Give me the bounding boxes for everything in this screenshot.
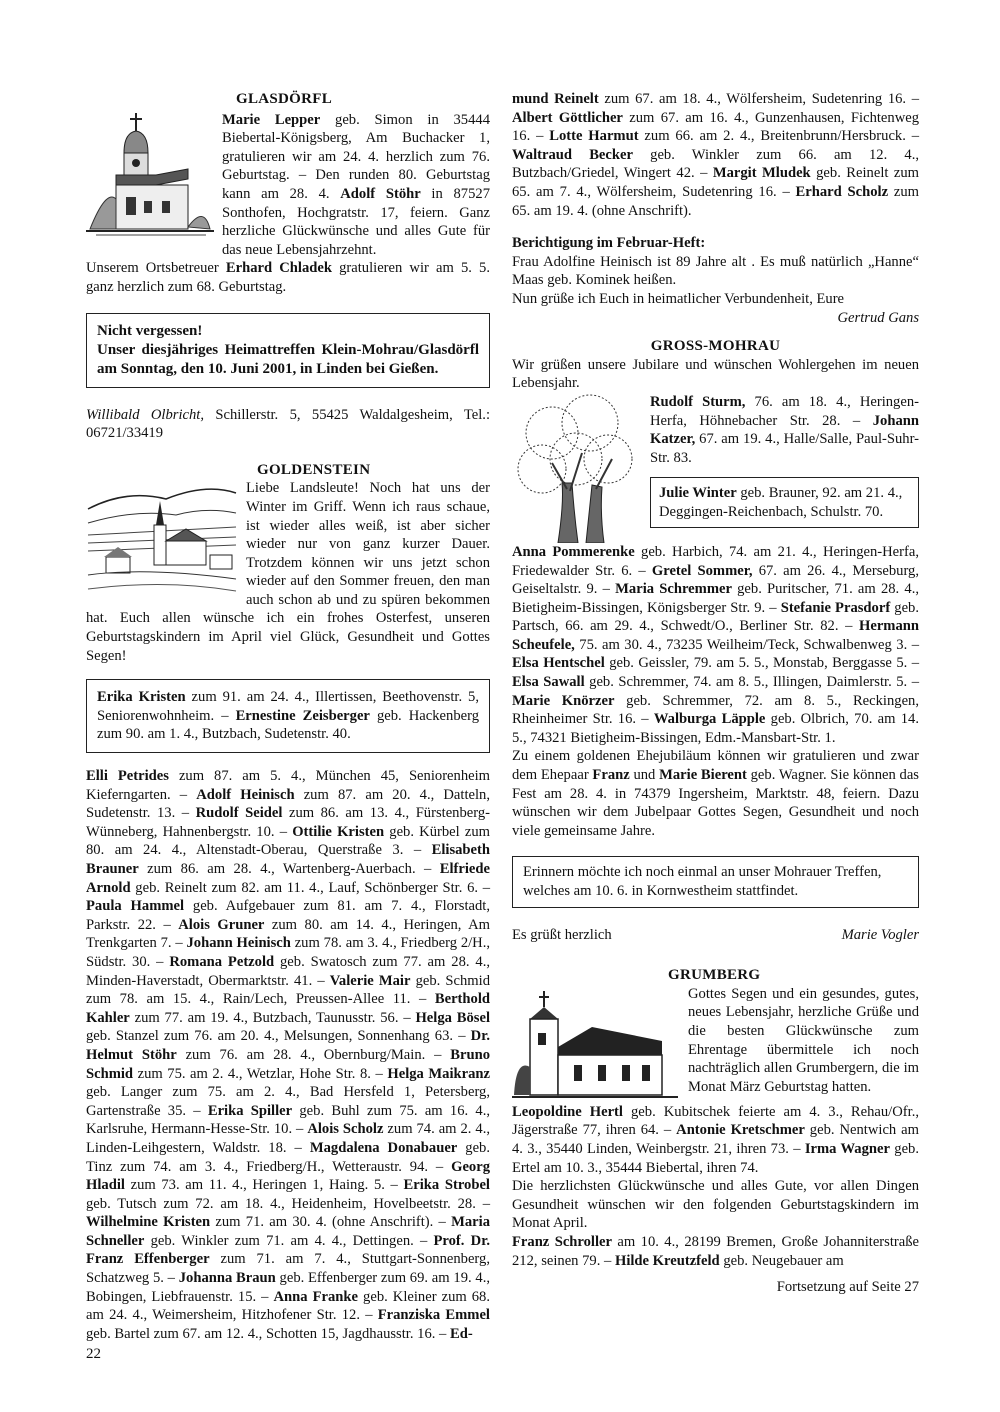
goldenstein-birthday-list-continued: mund Reinelt zum 67. am 18. 4., Wölfersheim, Sudetenring 16. – Albert Göttlicher zum 67. am 16. 4., Gunzenhausen, Fichtenweg 16. – Lotte Harmut zum 66. am 2. 4., Breitenbrunn/Hersbruck. – Waltraud Becker geb. Winkler zum 66. am 12. 4., Butzbach/Griedel, Wingert 42. – Margit Mludek geb. Reinelt zum 65. am 7. 4., Wölfersheim, Sudetenring 16. – Erhard Scholz zum 65. am 19. 4. (ohne Anschrift). — [512, 91, 920, 219]
goldenstein-heading: GOLDENSTEIN — [257, 461, 371, 478]
grumberg-church-illustration — [512, 989, 678, 1103]
goldenstein-birthday-list: Elli Petrides zum 87. am 5. 4., München 45, Seniorenheim Kieferngarten. – Adolf Heinisch zum 87. am 20. 4., Datteln, Sudetenstr. 13. – Rudolf Seidel zum 86. am 13. 4., Fürstenberg-Wünneberg, Hahnenbergstr. 10. – Ottilie Kristen geb. Kürbel zum 80. am 24. 4., Altenstadt-Oberau, Querstraße 3. – Elisabeth Brauner zum 86. am 28. 4., Wartenberg-Auerbach. – Elfriede Arnold geb. Reinelt zum 82. am 11. 4., Lauf, Schönberger Str. 6. – Paula Hammel geb. Aufgebauer zum 81. am 7. 4., Florstadt, Parkstr. 22. – Alois Gruner zum 80. am 14. 4., Heringen, Am Trenkgarten 7. – Johann Heinisch zum 78. am 3. 4., Friedberg 2/H., Südstr. 30. – Romana Petzold geb. Swatosch zum 77. am 28. 4., Minden-Haverstadt, Obermarktstr. 41. – Valerie Mair geb. Schmid zum 78. am 15. 4., Rain/Lech, Preussen-Allee 11. – Berthold Kahler zum 77. am 19. 4., Butzbach, Taunusstr. 56. – Helga Bösel geb. Stanzel zum 76. am 20. 4., Melsungen, Sonnenhang 63. – Dr. Helmut Stöhr zum 76. am 28. 4., Obernburg/Main. – Bruno Schmid zum 75. am 2. 4., Wetzlar, Hohe Str. 8. – Helga Maikranz geb. Langer zum 75. am 2. 4., Bad Hersfeld 1, Petersberg, Gartenstraße 35. – Erika Spiller geb. Buhl zum 75. am 16. 4., Karlsruhe, Hermann-Hesse-Str. 10. – Alois Scholz zum 74. am 2. 4., Linden-Leihgestern, Waldstr. 18. – Magdalena Donabauer geb. Tinz zum 74. am 3. 4., Friedberg/H., Wetteraustr. 94. – Georg Hladil zum 73. am 11. 4., Heringen 1, Haing. 5. – Erika Strobel geb. Tutsch zum 72. am 18. 4., Heidenheim, Hovelbeetstr. 28. – Wilhelmine Kristen zum 71. am 30. 4. (ohne Anschrift). – Maria Schneller geb. Winkler zum 71. am 4. 4., Dettingen. – Prof. Dr. Franz Effenberger zum 71. am 7. 4., Stuttgart-Sonnenberg, Schatzweg 5. – Johanna Braun geb. Effenberger zum 69. am 19. 4., Bobingen, Liebfrauenstr. 15. – Anna Franke geb. Kleiner zum 68. am 24. 4., Weimersheim, Hitzhofener Str. 12. – Franziska Emmel geb. Bartel zum 67. am 12. 4., Schotten 15, Jagdhausstr. 16. – Ed- — [86, 768, 491, 1342]
goldenstein-signature: Gertrud Gans — [837, 309, 919, 326]
grumberg-april-list: Franz Schroller am 10. 4., 28199 Bremen, Große Johanniterstraße 212, seinen 79. – Hilde Kreutzfeld geb. Neugebauer am — [512, 1233, 919, 1269]
gross-mohrau-heading: GROSS-MOHRAU — [650, 338, 781, 355]
correction-heading: Berichtigung im Februar-Heft: — [512, 235, 706, 252]
glasdoerfl-paragraph-1: Marie Lepper geb. Simon in 35444 Biebertal-Königsberg, Am Buchacker 1, gratulieren wir am 24. 4. herzlich zum 76. Geburtstag. – Den runden 80. Geburtstag kann am 28. 4. Adolf Stöhr in 87527 Sonthofen, Hochgratstr. 17, feiern. Ganz herzliche Glückwünsche und alles Gute für das neue Lebensjahrzehnt. — [222, 111, 490, 258]
gross-mohrau-intro: Wir grüßen unsere Jubilare und wünschen Wohlergehen im neuen Lebensjahr. — [512, 356, 919, 392]
gross-mohrau-paragraph-1: Rudolf Sturm, 76. am 18. 4., Heringen-Herfa, Höhnebacher Str. 28. – Johann Katzer, 67. am 19. 4., Halle/Salle, Paul-Suhr-Str. 83. — [650, 393, 919, 466]
correction-text: Frau Adolfine Heinisch ist 89 Jahre alt . Es muß natürlich „Hanne“ Maas geb. Kominek heißen. — [512, 253, 919, 289]
grumberg-march-list: Leopoldine Hertl geb. Kubitschek feierte am 4. 3., Rehau/Ofr., Jägerstraße 77, ihren 64. – Antonie Kretschmer geb. Nentwich am 4. 3., 35440 Linden, Weinbergstr. 21, ihren 73. – Irma Wagner geb. Ertel am 10. 3., 35444 Biebertal, ihren 74. — [512, 1103, 919, 1176]
left-column — [86, 90, 490, 1343]
tree-illustration — [512, 393, 640, 543]
goldenstein-greeting: Nun grüße ich Euch in heimatlicher Verbundenheit, Eure — [512, 290, 845, 307]
goldenstein-intro: Liebe Landsleute! Noch hat uns der Winter im Griff. Wenn ich raus schaue, ist wieder alles weiß, ist aber sicher wieder nur von ganz kurzer Dauer. Trotzdem können wir uns jetzt schon wieder auf den Sommer freuen, den man auch schon ab und zu spüren bekommen hat. Euch allen wünsche ich ein frohes Osterfest, unseren Geburtstagskindern im April viel Glück, Gesundheit und Gottes Segen! — [86, 480, 490, 664]
gross-mohrau-wedding-paragraph: Zu einem goldenen Ehejubiläum können wir gratulieren und zwar dem Ehepaar Franz und Marie Bierent geb. Wagner. Sie können das Fest am 28. 4. in 74379 Ingersheim, Marktstr. 48, feiern. Dazu wünschen wir dem Jubelpaar Gottes Segen, Gesundheit und noch viele gemeinsame Jahre. — [512, 748, 919, 839]
page-number: 22 — [86, 1346, 101, 1362]
gross-mohrau-birthday-list: Anna Pommerenke geb. Harbich, 74. am 21. 4., Heringen-Herfa, Friedewalder Str. 6. – Gretel Sommer, 67. am 26. 4., Merseburg, Geiseltalstr. 9. – Maria Schremmer geb. Puritscher, 71. am 28. 4., Bietigheim-Bissingen, Königsberger Str. 9. – Stefanie Prasdorf geb. Partsch, 66. am 29. 4., Schwedt/O., Berliner Str. 82. – Hermann Scheufele, 75. am 30. 4., 73235 Weilheim/Teck, Schwalbenweg 3. – Elsa Hentschel geb. Geissler, 79. am 5. 5., Monstab, Berggasse 5. – Elsa Sawall geb. Schremmer, 74. am 8. 5., Illingen, Daimlerstr. 5. – Marie Knörzer geb. Schremmer, 72. am 8. 5., Reckingen, Rheinheimer Str. 16. – Walburga Läpple geb. Olbrich, 70. am 14. 5., 74321 Bietigheim-Bissingen, Edm.-Mansbart-Str. 1. — [512, 543, 920, 746]
right-column — [512, 90, 919, 1297]
meeting-reminder-box: Nicht vergessen! Unser diesjähriges Heimattreffen Klein-Mohrau/Glasdörfl am Sonntag, den 10. Juni 2001, in Linden bei Gießen. — [86, 313, 490, 388]
chapel-illustration — [86, 109, 214, 241]
contact-info: Willibald Olbricht, Schillerstr. 5, 55425 Waldalgesheim, Tel.: 06721/33419 — [86, 406, 490, 442]
gross-mohrau-reminder-box: Erinnern möchte ich noch einmal an unser Mohrauer Treffen, welches am 10. 6. in Kornwestheim stattfindet. — [512, 856, 919, 907]
glasdoerfl-paragraph-2: Unserem Ortsbetreuer Erhard Chladek gratulieren wir am 5. 5. ganz herzlich zum 68. Geburtstag. — [86, 260, 491, 295]
grumberg-heading: GRUMBERG — [668, 967, 761, 984]
goldenstein-highlight-box: Erika Kristen zum 91. am 24. 4., Illertissen, Beethovenstr. 5, Seniorenwohnheim. – Ernestine Zeisberger geb. Hackenberg zum 90. am 1. 4., Butzbach, Sudetenstr. 40. — [86, 679, 490, 753]
glasdoerfl-heading: GLASDÖRFL — [236, 91, 333, 107]
gross-mohrau-highlight-box: Julie Winter geb. Brauner, 92. am 21. 4., Deggingen-Reichenbach, Schulstr. 70. — [650, 477, 919, 528]
continued-notice: Fortsetzung auf Seite 27 — [776, 1279, 919, 1296]
gross-mohrau-closing: Es grüßt herzlich Marie Vogler — [512, 926, 919, 943]
village-church-illustration — [86, 479, 238, 597]
grumberg-april-intro: Die herzlichsten Glückwünsche und alles Gute, vor allen Dingen Gesundheit wünschen wir den folgenden Geburtstagskindern im Monat April. — [512, 1178, 919, 1232]
gross-mohrau-signature: Marie Vogler — [841, 926, 919, 943]
grumberg-intro: Gottes Segen und ein gesundes, gutes, neues Lebensjahr, herzliche Grüße und die besten Glückwünsche zum Ehrentage übermittele ich noch nachträglich allen Grumbergern, die im Monat März Geburtstag hatten. — [688, 985, 919, 1095]
